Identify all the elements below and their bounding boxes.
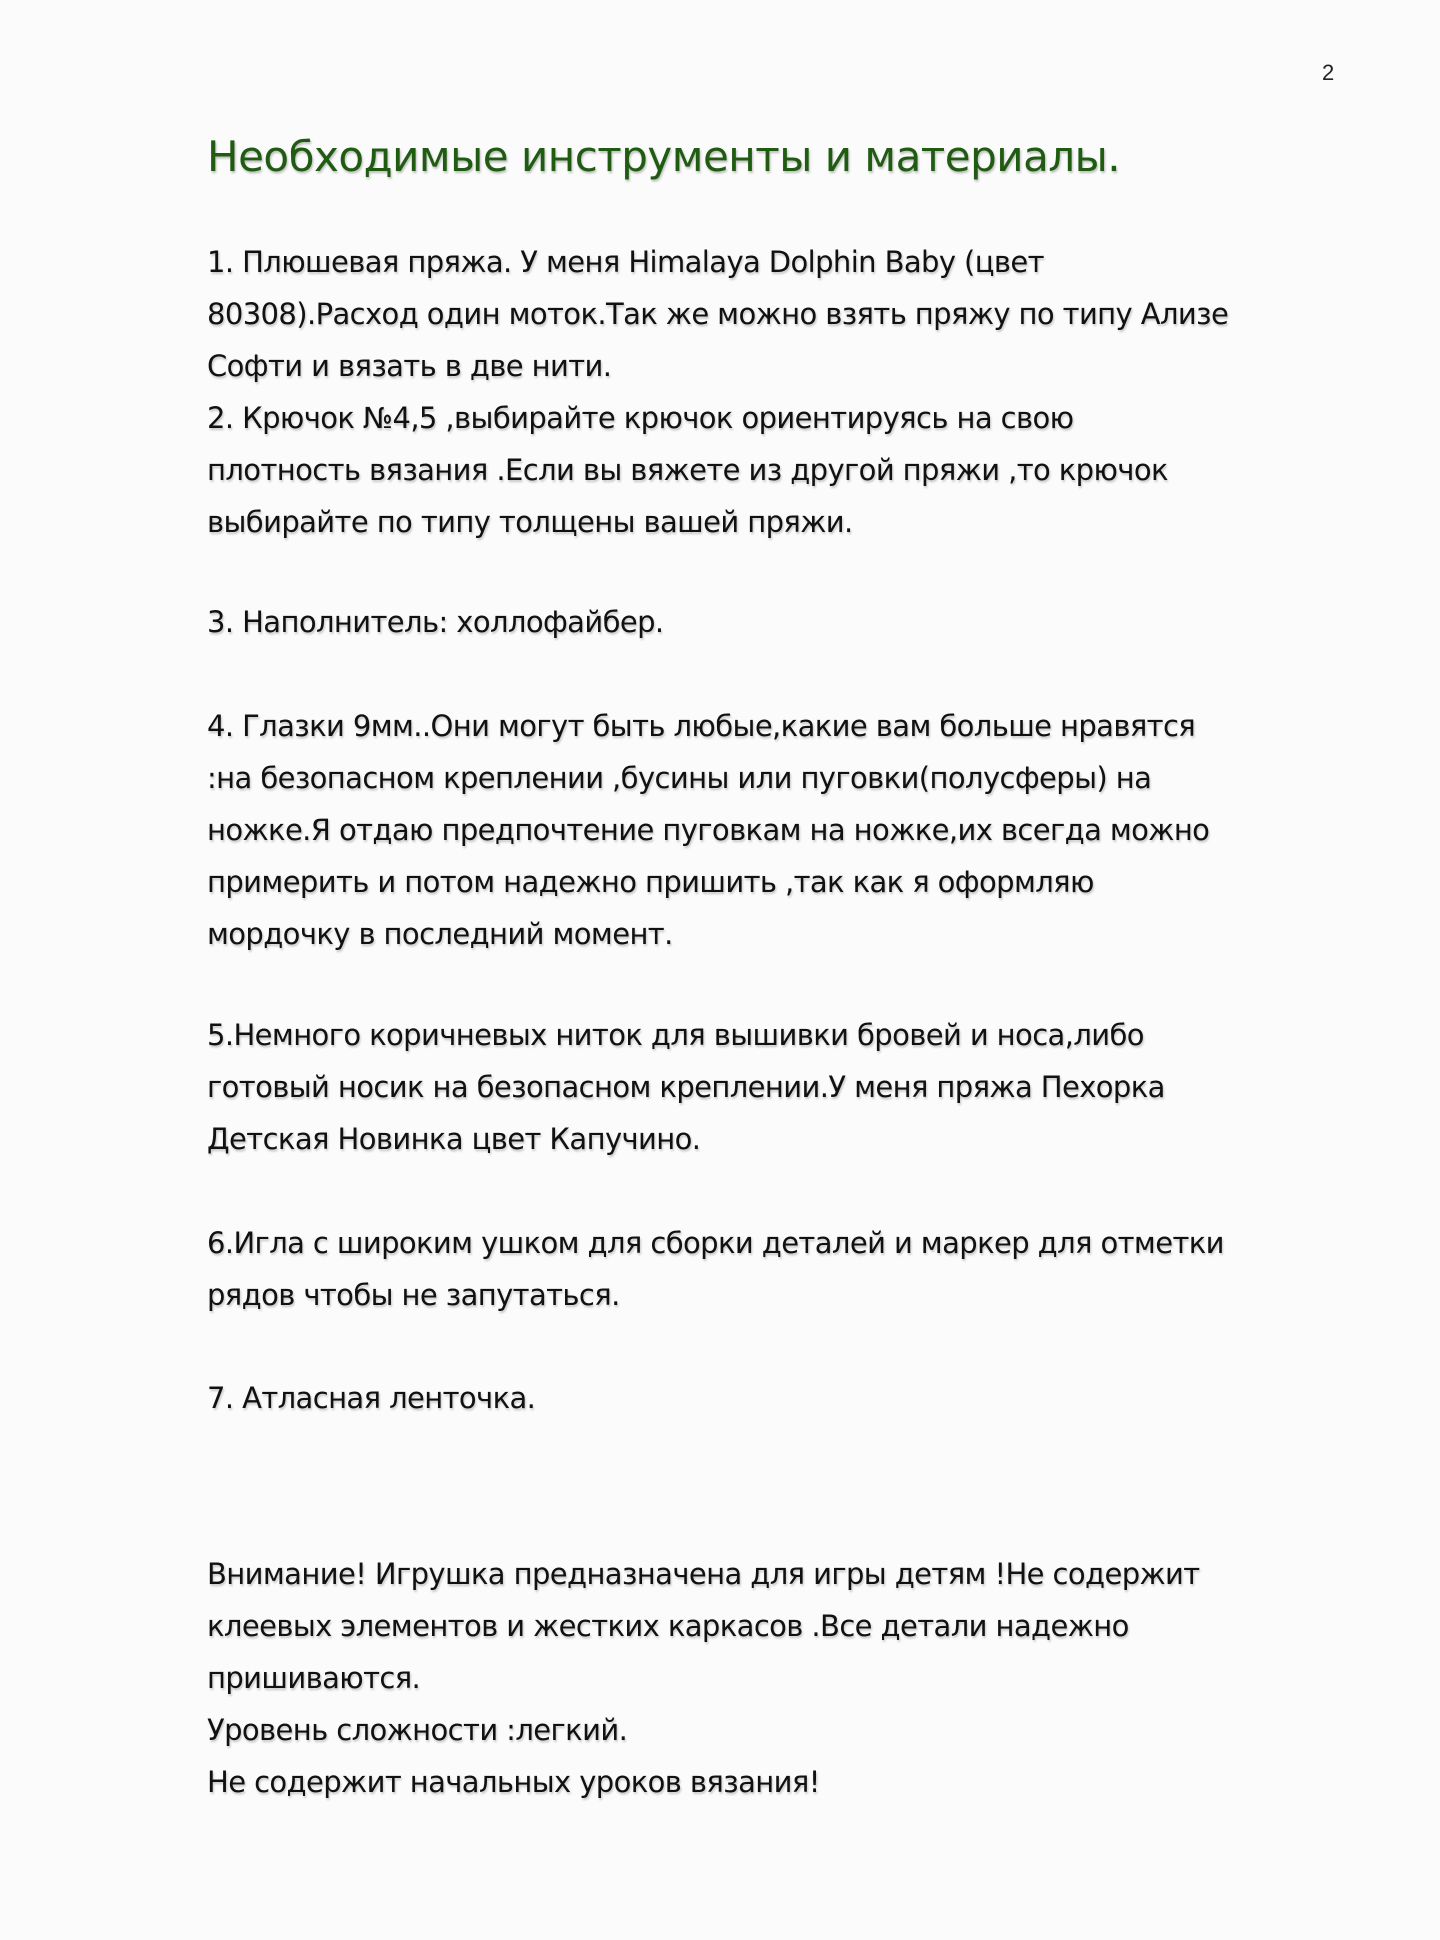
text-line: 2. Крючок №4,5 ,выбирайте крючок ориентируясь на свою	[207, 401, 1074, 435]
text-line: Детская Новинка цвет Капучино.	[207, 1122, 701, 1156]
text-line: ножке.Я отдаю предпочтение пуговкам на ножке,их всегда можно	[207, 813, 1210, 847]
text-line: плотность вязания .Если вы вяжете из другой пряжи ,то крючок	[207, 453, 1168, 487]
text-line: Софти и вязать в две нити.	[207, 349, 612, 383]
text-line: 6.Игла с широким ушком для сборки деталей и маркер для отметки	[207, 1226, 1224, 1260]
materials-item-5	[207, 1009, 1347, 1165]
materials-item-4	[207, 700, 1347, 960]
text-line: 3. Наполнитель: холлофайбер.	[207, 605, 664, 639]
materials-item-6	[207, 1217, 1347, 1321]
notice-block	[207, 1548, 1347, 1808]
materials-item-3	[207, 596, 1347, 648]
materials-item-7	[207, 1372, 1347, 1424]
difficulty-level: Уровень сложности :легкий.	[207, 1713, 628, 1747]
text-line: мордочку в последний момент.	[207, 917, 673, 951]
text-line: рядов чтобы не запутаться.	[207, 1278, 620, 1312]
notice-line: пришиваются.	[207, 1661, 421, 1695]
notice-line: клеевых элементов и жестких каркасов .Все детали надежно	[207, 1609, 1129, 1643]
text-line: 4. Глазки 9мм..Они могут быть любые,какие вам больше нравятся	[207, 709, 1196, 743]
text-line: 80308).Расход один моток.Так же можно взять пряжу по типу Ализе	[207, 297, 1229, 331]
page-title: Необходимые инструменты и материалы.	[207, 132, 1121, 181]
materials-item-1	[207, 236, 1347, 392]
text-line: выбирайте по типу толщены вашей пряжи.	[207, 505, 853, 539]
notice-line: Внимание! Игрушка предназначена для игры детям !Не содержит	[207, 1557, 1200, 1591]
text-line: 1. Плюшевая пряжа. У меня Himalaya Dolphin Baby (цвет	[207, 245, 1044, 279]
page-number: 2	[1322, 60, 1335, 85]
notice-line: Не содержит начальных уроков вязания!	[207, 1765, 820, 1799]
text-line: 5.Немного коричневых ниток для вышивки бровей и носа,либо	[207, 1018, 1144, 1052]
text-line: готовый носик на безопасном креплении.У меня пряжа Пехорка	[207, 1070, 1165, 1104]
text-line: примерить и потом надежно пришить ,так как я оформляю	[207, 865, 1094, 899]
materials-item-2	[207, 392, 1347, 548]
text-line: :на безопасном креплении ,бусины или пуговки(полусферы) на	[207, 761, 1152, 795]
text-line: 7. Атласная ленточка.	[207, 1381, 536, 1415]
